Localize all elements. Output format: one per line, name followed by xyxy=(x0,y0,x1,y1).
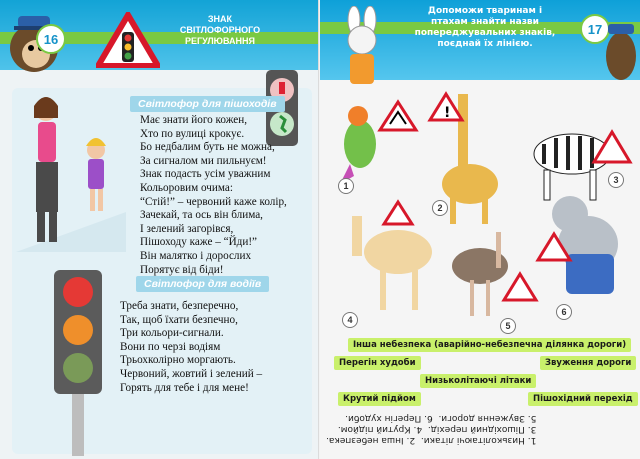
mother-and-child-illustration xyxy=(16,92,126,252)
animal-number-5: 5 xyxy=(500,318,516,334)
section1-line: Бо недбалим буть не можна, xyxy=(140,141,275,154)
rabbit-mascot-icon xyxy=(334,6,392,86)
section2-line: Так, щоб їхати безпечно, xyxy=(120,313,238,326)
section1-line: “Стій!” – червоний каже колір, xyxy=(140,195,287,208)
section-title-drivers: Світлофор для водіїв xyxy=(136,276,269,292)
poem-pedestrians xyxy=(140,114,287,277)
sign-title-line3: РЕГУЛЮВАННЯ xyxy=(185,36,255,46)
page-number: 17 xyxy=(580,14,610,44)
poem-drivers xyxy=(120,300,262,395)
sign-label-pedestrian-crossing[interactable]: Пішохідний перехід xyxy=(528,392,638,406)
section2-line: Треба знати, безперечно, xyxy=(120,300,239,312)
section1-line: Порятує від біди! xyxy=(140,263,224,276)
sign-title xyxy=(160,14,280,47)
animal-number-3: 3 xyxy=(608,172,624,188)
animals-with-signs-illustration xyxy=(320,84,640,334)
section1-line: Хто по вулиці крокує. xyxy=(140,127,245,140)
section2-line: Горять для тебе і для мене! xyxy=(120,381,249,394)
sign-label-cattle-crossing[interactable]: Перегін худоби xyxy=(334,356,421,370)
svg-text:!: ! xyxy=(444,105,451,121)
animal-number-4: 4 xyxy=(342,312,358,328)
page-number: 16 xyxy=(36,24,66,54)
section1-line: Пішоходу каже – “Йди!” xyxy=(140,236,258,249)
vehicle-traffic-light-icon xyxy=(50,268,106,456)
section1-line: Він малятко і дорослих xyxy=(140,249,252,262)
task-instruction: Допоможи тваринам і птахам знайти назви попереджувальних знаків, поєднай їх лінією. xyxy=(414,6,556,49)
sign-label-other-danger[interactable]: Інша небезпека (аварійно-небезпечна ділянка дороги) xyxy=(348,338,631,352)
sign-label-low-flying-aircraft[interactable]: Низьколітаючі літаки xyxy=(420,374,536,388)
section2-line: Червоний, жовтий і зелений – xyxy=(120,367,263,380)
sign-title-line1: ЗНАК xyxy=(207,14,233,24)
animal-number-1: 1 xyxy=(338,178,354,194)
section-title-pedestrians: Світлофор для пішоходів xyxy=(130,96,285,112)
section1-line: Зачекай, та ось він блима, xyxy=(140,209,263,222)
section2-line: Трьохколірно моргають. xyxy=(120,354,236,367)
sign-label-steep-ascent[interactable]: Крутий підйом xyxy=(338,392,421,406)
section1-line: Знак подасть усім уважним xyxy=(140,168,271,181)
hedgehog-mascot-icon xyxy=(604,18,638,84)
answer-key-upside-down: 1. Низьколітаючі літаки. 2. Інша небезпека. 3. Пішохідний перехід. 4. Крутий підйом. 5. Звуження дороги. 6. Перегін худоби. xyxy=(326,413,537,445)
section1-line: Має знати його кожен, xyxy=(140,114,248,126)
sign-title-line2: СВІТЛОФОРНОГО xyxy=(179,25,261,35)
sign-label-road-narrowing[interactable]: Звуження дороги xyxy=(540,356,636,370)
animal-number-2: 2 xyxy=(432,200,448,216)
section2-line: Три кольори-сигнали. xyxy=(120,327,224,340)
section1-line: Кольоровим очима: xyxy=(140,181,233,194)
animal-number-6: 6 xyxy=(556,304,572,320)
right-page xyxy=(320,0,640,459)
section1-line: І зелений загорівся, xyxy=(140,222,234,235)
section1-line: За сигналом ми пильнуєм! xyxy=(140,154,267,167)
section2-line: Вони по черзі водіям xyxy=(120,340,221,353)
traffic-light-warning-sign-icon xyxy=(96,12,160,68)
